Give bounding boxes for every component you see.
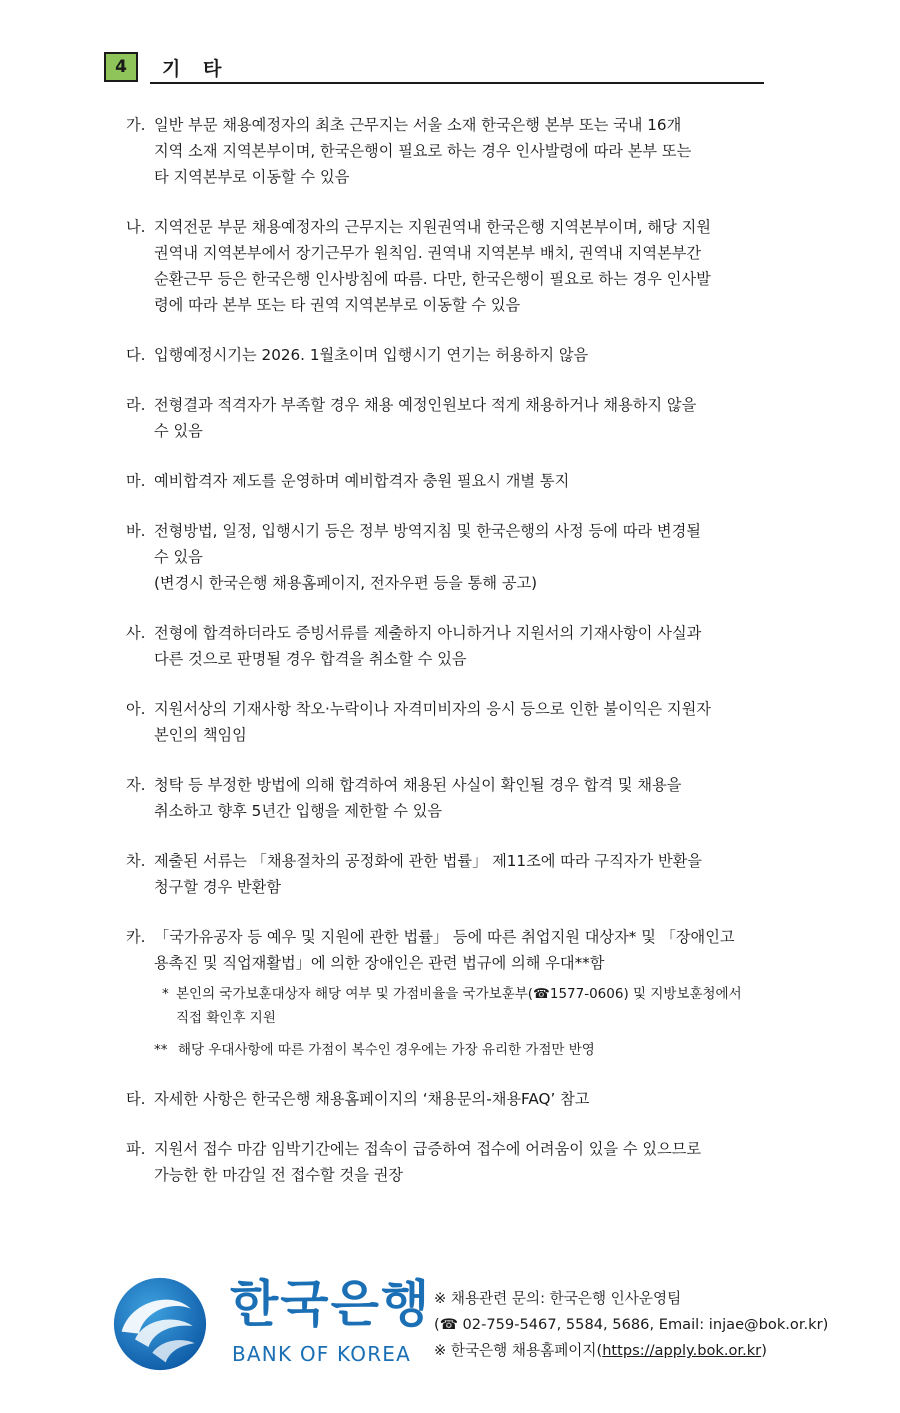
item-text: 용촉진 및 직업재활법」에 의한 장애인은 관련 법규에 의해 우대**함 [154,954,605,972]
list-item [126,214,798,318]
logo-english-text: BANK OF KOREA [232,1342,412,1366]
item-marker: 나. [126,218,146,236]
item-marker: 사. [126,624,146,642]
item-marker: 마. [126,472,146,490]
contact-line [434,1338,828,1364]
list-item [126,112,798,190]
item-text: 다른 것으로 판명될 경우 합격을 취소할 수 있음 [154,650,467,668]
item-text: 청탁 등 부정한 방법에 의해 합격하여 채용된 사실이 확인될 경우 합격 및 채용을 [154,776,682,794]
footnote-mark: * [162,986,169,1002]
list-item [126,392,798,444]
list-item [126,924,798,1062]
notice-list [126,112,798,1212]
item-text: 취소하고 향후 5년간 입행을 제한할 수 있음 [154,802,443,820]
list-item [126,772,798,824]
item-marker: 라. [126,396,146,414]
item-text: 지역전문 부문 채용예정자의 근무지는 지원권역내 한국은행 지역본부이며, 해당 지원 [154,218,711,236]
item-text: 전형방법, 일정, 입행시기 등은 정부 방역지침 및 한국은행의 사정 등에 따라 변경될 [154,522,701,540]
footnote-text: 본인의 국가보훈대상자 해당 여부 및 가점비율을 국가보훈부(☎1577-0606) 및 지방보훈청에서 [176,986,742,1002]
item-note: (변경시 한국은행 채용홈페이지, 전자우편 등을 통해 공고) [154,574,538,592]
list-item [126,468,798,494]
footnote [154,982,798,1030]
item-text: 본인의 책임임 [154,726,247,744]
item-text: 전형결과 적격자가 부족할 경우 채용 예정인원보다 적게 채용하거나 채용하지 않을 [154,396,697,414]
contact-line: ※ 채용관련 문의: 한국은행 인사운영팀 [434,1290,682,1307]
list-item [126,1086,798,1112]
logo-korean-text: 한국은행 [230,1275,432,1333]
item-text: 령에 따라 본부 또는 타 권역 지역본부로 이동할 수 있음 [154,296,521,314]
item-marker: 다. [126,346,146,364]
item-text: 지원서 접수 마감 임박기간에는 접속이 급증하여 접수에 어려움이 있을 수 있으므로 [154,1140,702,1158]
item-text: 입행예정시기는 2026. 1월초이며 입행시기 연기는 허용하지 않음 [154,346,589,364]
footnote-mark: ** [154,1042,168,1058]
item-text: 제출된 서류는 「채용절차의 공정화에 관한 법률」 제11조에 따라 구직자가 반환을 [154,852,702,870]
header-underline [150,82,764,84]
item-marker: 아. [126,700,146,718]
item-marker: 타. [126,1090,146,1108]
section-header [104,52,760,84]
list-item [126,342,798,368]
list-item [126,518,798,596]
item-marker: 차. [126,852,146,870]
item-text: 수 있음 [154,548,203,566]
item-text: 타 지역본부로 이동할 수 있음 [154,168,350,186]
item-text: 청구할 경우 반환함 [154,878,282,896]
footnote [154,1038,798,1062]
item-text: 가능한 한 마감일 전 접수할 것을 권장 [154,1166,404,1184]
item-text: 자세한 사항은 한국은행 채용홈페이지의 ‘채용문의-채용FAQ’ 참고 [154,1090,590,1108]
section-number: 4 [104,52,138,82]
item-marker: 카. [126,928,146,946]
item-text: 「국가유공자 등 예우 및 지원에 관한 법률」 등에 따른 취업지원 대상자* 및 「장애인고 [154,928,735,946]
item-text: 순환근무 등은 한국은행 인사방침에 따름. 다만, 한국은행이 필요로 하는 경우 인사발 [154,270,711,288]
contact-suffix: ) [761,1342,767,1359]
item-text: 일반 부문 채용예정자의 최초 근무지는 서울 소재 한국은행 본부 또는 국내 16개 [154,116,682,134]
footnote-text: 해당 우대사항에 따른 가점이 복수인 경우에는 가장 유리한 가점만 반영 [178,1042,595,1058]
item-text: 수 있음 [154,422,203,440]
recruitment-homepage-link[interactable]: https://apply.bok.or.kr [602,1342,762,1359]
item-marker: 파. [126,1140,146,1158]
item-text: 전형에 합격하더라도 증빙서류를 제출하지 아니하거나 지원서의 기재사항이 사실과 [154,624,702,642]
contact-info [434,1286,828,1364]
contact-line: (☎ 02-759-5467, 5584, 5686, Email: injae@bok.or.kr) [434,1316,829,1333]
footnote-text: 직접 확인후 지원 [176,1010,276,1026]
section-title: 기 타 [162,58,230,80]
item-text: 예비합격자 제도를 운영하며 예비합격자 충원 필요시 개별 통지 [154,472,570,490]
item-text: 지원서상의 기재사항 착오·누락이나 자격미비자의 응시 등으로 인한 불이익은 지원자 [154,700,711,718]
list-item [126,848,798,900]
item-text: 권역내 지역본부에서 장기근무가 원칙임. 권역내 지역본부 배치, 권역내 지역본부간 [154,244,702,262]
list-item [126,620,798,672]
footer [112,1274,829,1374]
list-item [126,1136,798,1188]
item-marker: 바. [126,522,146,540]
item-marker: 가. [126,116,146,134]
item-text: 지역 소재 지역본부이며, 한국은행이 필요로 하는 경우 인사발령에 따라 본부 또는 [154,142,692,160]
contact-prefix: ※ 한국은행 채용홈페이지( [434,1342,603,1359]
bank-of-korea-logo-icon [112,1276,208,1372]
item-marker: 자. [126,776,146,794]
list-item [126,696,798,748]
